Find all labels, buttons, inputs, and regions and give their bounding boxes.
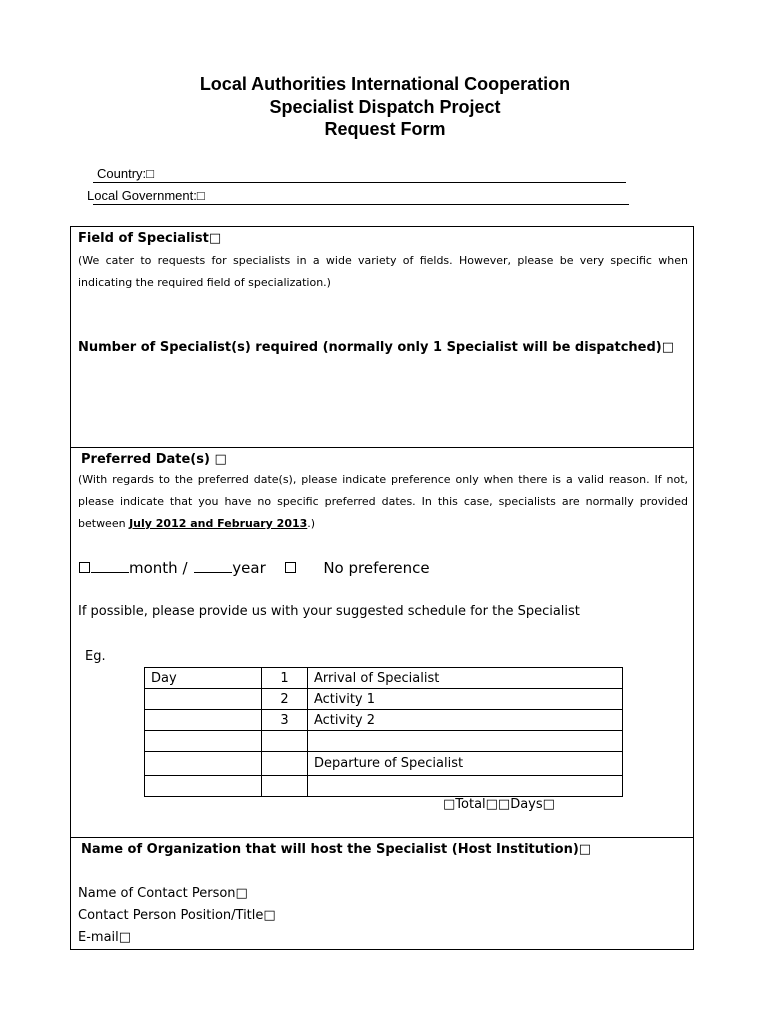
empty-cell[interactable]: [145, 710, 262, 731]
field-of-specialist-heading: Field of Specialist□: [78, 231, 222, 246]
year-label: year: [232, 559, 266, 577]
title-line-2: Specialist Dispatch Project: [269, 96, 501, 117]
no-preference-checkbox[interactable]: [285, 562, 296, 573]
preferred-dates-period: July 2012 and February 2013: [129, 517, 308, 530]
empty-cell[interactable]: [145, 731, 262, 752]
day-number-cell[interactable]: [262, 731, 308, 752]
empty-cell[interactable]: [145, 776, 262, 797]
form-title: [0, 73, 770, 141]
preferred-dates-note-end: .): [307, 517, 316, 530]
activity-cell[interactable]: Activity 2: [308, 710, 623, 731]
activity-cell[interactable]: [308, 731, 623, 752]
year-input[interactable]: [194, 562, 232, 573]
table-row: [145, 731, 623, 752]
activity-cell[interactable]: Arrival of Specialist: [308, 668, 623, 689]
field-of-specialist-section: [70, 226, 694, 448]
title-line-1: Local Authorities International Cooperation: [199, 74, 571, 94]
table-row: [145, 710, 623, 731]
activity-cell[interactable]: Departure of Specialist: [308, 752, 623, 776]
schedule-prompt: If possible, please provide us with your suggested schedule for the Specialist: [78, 604, 580, 619]
day-number-cell[interactable]: [262, 752, 308, 776]
local-government-label: Local Government:□: [87, 188, 205, 203]
country-field[interactable]: [93, 182, 626, 183]
country-label: Country:□: [97, 166, 154, 181]
specific-date-checkbox[interactable]: [79, 562, 90, 573]
activity-cell[interactable]: [308, 776, 623, 797]
day-number-cell[interactable]: 1: [262, 668, 308, 689]
total-days-label: □Total□□Days□: [443, 797, 555, 812]
preferred-dates-note: [78, 469, 688, 535]
empty-cell[interactable]: [145, 689, 262, 710]
number-of-specialists-heading: Number of Specialist(s) required (normally only 1 Specialist will be dispatched)□: [78, 340, 675, 355]
table-row: [145, 689, 623, 710]
preferred-dates-section: [70, 447, 694, 838]
activity-cell[interactable]: Activity 1: [308, 689, 623, 710]
date-selection-row: [79, 559, 430, 577]
table-row: [145, 776, 623, 797]
preferred-dates-note-text: (With regards to the preferred date(s), please indicate preference only when there is a valid reason. If not, please indicate that you have no specific preferred dates. In this case, specialists are normally provided between: [78, 473, 688, 530]
no-preference-label: No preference: [323, 559, 430, 577]
host-institution-section: [70, 837, 694, 950]
empty-cell[interactable]: [145, 752, 262, 776]
day-number-cell[interactable]: 2: [262, 689, 308, 710]
day-header: Day: [145, 668, 262, 689]
table-row: [145, 752, 623, 776]
title-line-3: Request Form: [324, 119, 446, 139]
preferred-dates-heading: Preferred Date(s) □: [81, 452, 227, 467]
contact-position-label: Contact Person Position/Title□: [78, 908, 276, 923]
month-label: month /: [129, 559, 188, 577]
host-institution-heading: Name of Organization that will host the Specialist (Host Institution)□: [81, 842, 592, 857]
example-label: Eg.: [85, 649, 106, 664]
field-of-specialist-note: (We cater to requests for specialists in a wide variety of fields. However, please be very specific when indicating the required field of specialization.): [78, 254, 688, 289]
table-row: [145, 668, 623, 689]
month-input[interactable]: [91, 562, 129, 573]
day-number-cell[interactable]: 3: [262, 710, 308, 731]
contact-person-label: Name of Contact Person□: [78, 886, 248, 901]
local-government-field[interactable]: [93, 204, 629, 205]
schedule-table: [144, 667, 623, 797]
email-label: E-mail□: [78, 930, 132, 945]
day-number-cell[interactable]: [262, 776, 308, 797]
